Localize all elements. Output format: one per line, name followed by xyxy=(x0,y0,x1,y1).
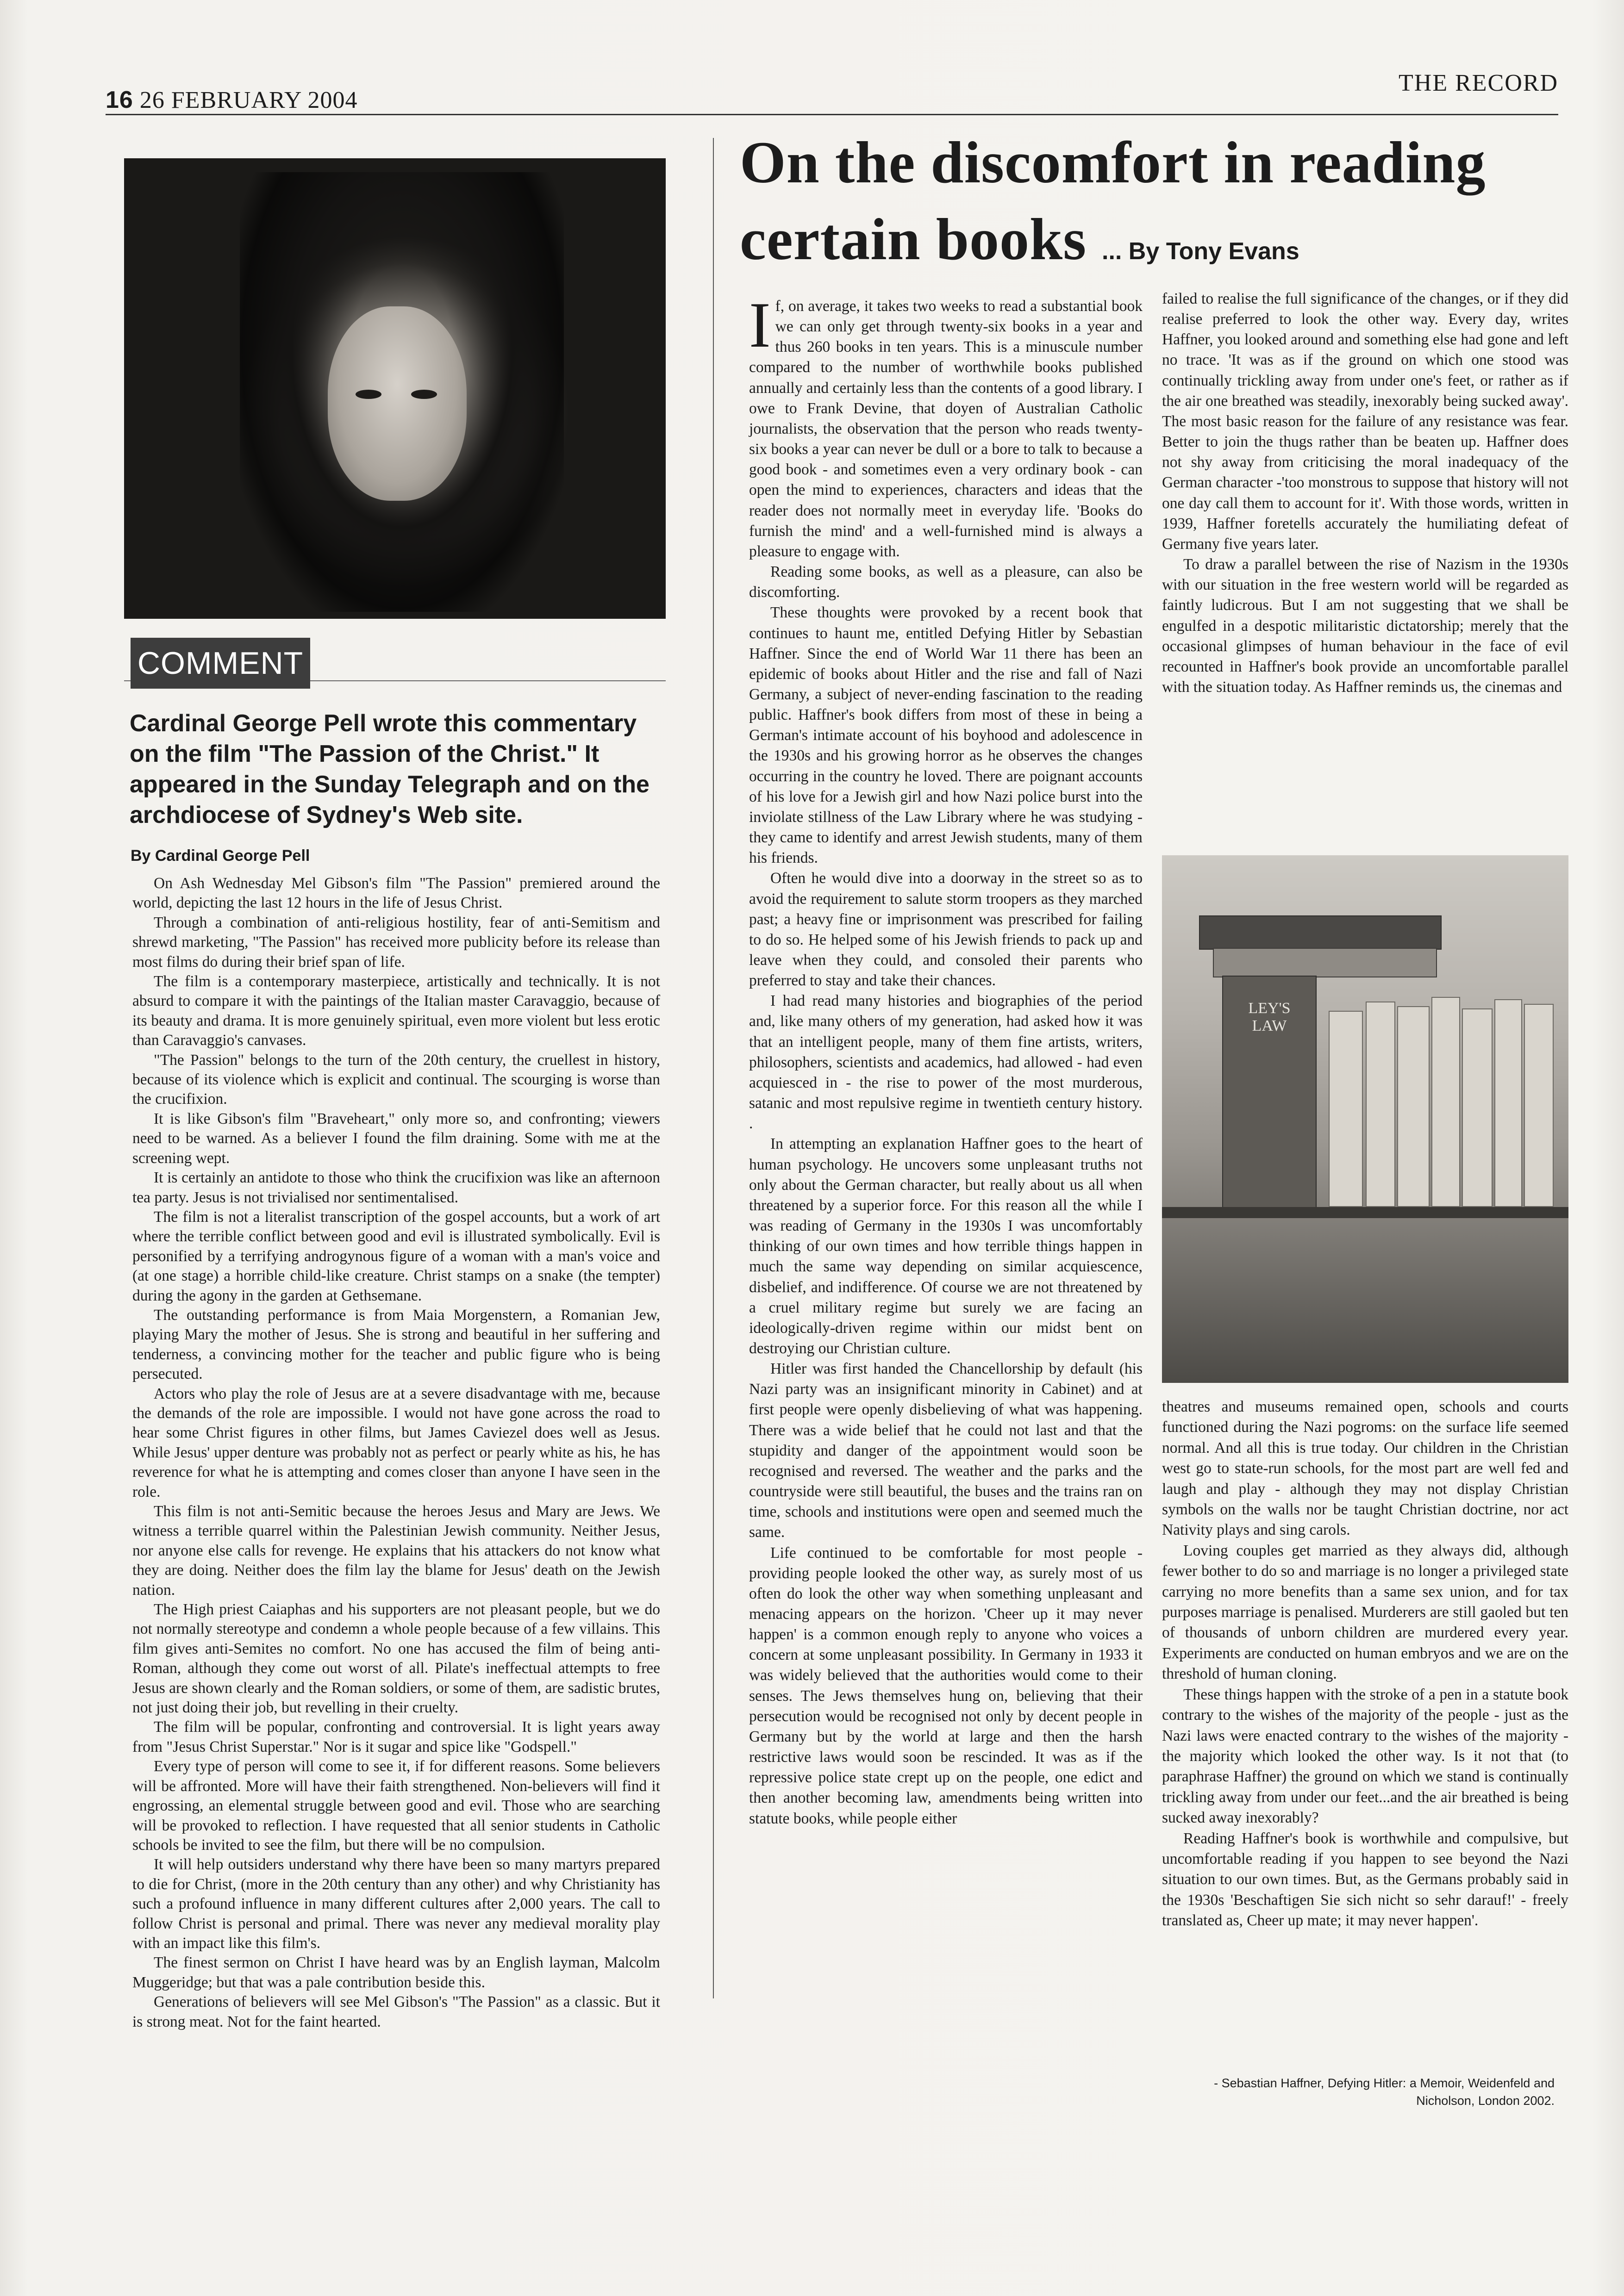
paragraph: Reading some books, as well as a pleasure, can also be discomforting. xyxy=(749,563,1143,601)
book xyxy=(1329,1011,1363,1207)
paragraph: On Ash Wednesday Mel Gibson's film "The Passion" premiered around the world, depicting the last 12 hours in the life of Jesus Christ. xyxy=(132,875,660,912)
portrait-face xyxy=(328,306,467,501)
article-headline xyxy=(740,124,1564,290)
paragraph: The film is a contemporary masterpiece, artistically and technically. It is not absurd to compare it with the paintings of the Italian master Caravaggio, because of its beauty and drama. It is more genuinely spiritual, even more violent but less erotic than Caravaggio's canvases. xyxy=(132,973,660,1049)
paragraph: Reading Haffner's book is worthwhile and compulsive, but uncomfortable reading if you happen to see beyond the Nazi situation to our own times. But, as the Germans probably said in the 1930s 'Beschaftigen Sie sich nicht so sehr darauf!' - freely translated as, Cheer up mate; it may never happen'. xyxy=(1162,1829,1568,1929)
book xyxy=(1524,1004,1554,1207)
portrait-eye xyxy=(411,390,437,399)
paragraph: In attempting an explanation Haffner goes to the heart of human psychology. He uncovers some unpleasant truths not only about the German character, but really about us all when threatened by a superior force. For this reason all the while I was reading of Germany in the 1930s I was uncomfortably thinking of our own times and how terrible things happen in much the same way depending on similar acquiescence, disbelief, and indifference. Of course we are not threatened by a cruel military regime but surely we are facing an ideologically-driven regime within our midst bent on destroying our Christian culture. xyxy=(749,1135,1143,1357)
drop-cap: I xyxy=(749,289,771,361)
standfirst: Cardinal George Pell wrote this commentary on the film "The Passion of the Christ." It appeared in the Sunday Telegraph and on the archdiocese of Sydney's Web site. xyxy=(130,710,650,828)
article-body-middle xyxy=(749,289,1143,1829)
issue-date: 26 FEBRUARY 2004 xyxy=(139,87,358,113)
article-body-right-top xyxy=(1162,289,1568,697)
article-byline: ... By Tony Evans xyxy=(1102,238,1299,265)
paragraph: The outstanding performance is from Maia Morgenstern, a Romanian Jew, playing Mary the mother of Jesus. She is strong and beautiful in her suffering and tenderness, a convincing mother for the teacher and public figure who is being persecuted. xyxy=(132,1306,660,1383)
page-folio xyxy=(106,86,357,114)
source-citation: - Sebastian Haffner, Defying Hitler: a Memoir, Weidenfeld and Nicholson, London 2002. xyxy=(1214,2076,1555,2108)
comment-tag: COMMENT xyxy=(131,638,310,689)
paragraph: Loving couples get married as they always did, although fewer bother to do so and marriage is no longer a privileged state carrying no more benefits than a same sex union, and for tax purposes marriage is penalised. Murderers are still gaoled but ten of thousands of unborn children are murdered every year. Experiments are conducted on human embryos and we are on the threshold of human cloning. xyxy=(1162,1542,1568,1683)
paragraph: Through a combination of anti-religious hostility, fear of anti-Semitism and shrewd marketing, "The Passion" has received more publicity before its release than most films do during their brief span of life. xyxy=(132,914,660,971)
book xyxy=(1431,997,1460,1207)
paragraph: These things happen with the stroke of a pen in a statute book contrary to the wishes of the majority of the people - just as the Nazi laws were enacted contrary to the wishes of the majority - the majority which looked the other way. Is it not that (to paraphrase Haffner) the ground on which we stand is continually trickling away from under our feet...and the air breathed is being sucked away inexorably? xyxy=(1162,1686,1568,1827)
spine-label: LEY'S LAW xyxy=(1248,1000,1291,1034)
publication-name: THE RECORD xyxy=(1399,70,1558,96)
paragraph: Often he would dive into a doorway in the street so as to avoid the requirement to salute storm troopers as they marched past; a heavy fine or imprisonment was prescribed for failing to do so. He helped some of his Jewish friends to pack up and leave when they could, and consoled their parents who preferred to stay and take their chances. xyxy=(749,870,1143,989)
paragraph: This film is not anti-Semitic because the heroes Jesus and Mary are Jews. We witness a terrible quarrel within the Palestinian Jewish community. Neither Jesus, nor anyone else calls for revenge. He explains that his attackers do not know what they are doing. Neither does the film lay the blame for Jesus' death on the Jewish nation. xyxy=(132,1503,660,1599)
book-stack xyxy=(1213,948,1437,977)
article-body-right-bottom xyxy=(1162,1397,1568,1931)
paragraph: Actors who play the role of Jesus are at a severe disadvantage with me, because the demands of the role are impossible. I would not have gone across the road to hear some Christ figures in other films, but James Caviezel does well as Jesus. While Jesus' upper denture was probably not as perfect or pearly white as his, he has reverence for what he is attempting and comes closer than anyone I have seen in the role. xyxy=(132,1385,660,1500)
book xyxy=(1397,1006,1430,1207)
paragraph: The film is not a literalist transcription of the gospel accounts, but a work of art where the terrible conflict between good and evil is illustrated symbolically. Evil is personified by a terrifying androgynous figure of a woman with a man's voice and (at one stage) a horrible child-like creature. Christ stamps on a snake (the tempter) during the agony in the garden at Gethsemane. xyxy=(132,1208,660,1304)
headline-text: On the discomfort in reading certain books xyxy=(740,130,1486,272)
book xyxy=(1366,1002,1395,1207)
paragraph: It will help outsiders understand why there have been so many martyrs prepared to die for Christ, (more in the 20th century than any other) and why Christianity has such a profound influence in many different cultures after 2,000 years. The call to follow Christ is personal and primal. There was never any medieval morality play with an impact like this film's. xyxy=(132,1856,660,1952)
paragraph: I had read many histories and biographies of the period and, like many others of my generation, had asked how it was that an intelligent people, many of them fine artists, writers, philosophers, scientists and academics, had allowed - had even acquiesced in - the rise to power of the most murderous, satanic and most repulsive regime in twentieth century history. . xyxy=(749,992,1143,1132)
paragraph: Every type of person will come to see it, if for different reasons. Some believers will be affronted. More will have their faith strengthened. Non-believers will find it engrossing, an elemental struggle between good and evil. Those who are searching will be provoked to reflection. I have requested that all senior students in Catholic schools be invited to see the film, but there will be no compulsion. xyxy=(132,1758,660,1854)
portrait-photo xyxy=(124,158,666,619)
book-spine xyxy=(1222,976,1317,1209)
book xyxy=(1494,999,1522,1207)
portrait-eye xyxy=(356,390,381,399)
paragraph: These thoughts were provoked by a recent book that continues to haunt me, entitled Defying Hitler by Sebastian Haffner. Since the end of World War 11 there has been an epidemic of books about Hitler and the rise and fall of Nazi Germany, a subject of never-ending fascination to the reading public. Haffner's book differs from most of these in being a German's intimate account of his boyhood and adolescence in the 1930s and his growing horror as he observes the changes occurring in the country he loved. There are poignant accounts of his love for a Jewish girl and how Nazi police burst into the inviolate stillness of the Law Library where he was studying - they came to identify and arrest Jewish students, many of them his friends. xyxy=(749,604,1143,867)
paragraph: The finest sermon on Christ I have heard was by an English layman, Malcolm Muggeridge; but that was a pale contribution beside this. xyxy=(132,1954,660,1991)
header-rule xyxy=(106,114,1558,115)
paragraph: To draw a parallel between the rise of Nazism in the 1930s with our situation in the free western world will be regarded as faintly ludicrous. But I am not suggesting that we shall be engulfed in a despotic militaristic dictatorship; merely that the occasional glimpses of human behaviour in the face of evil recounted in Haffner's book provide an uncomfortable parallel with the situation today. As Haffner reminds us, the cinemas and xyxy=(1162,556,1568,696)
paragraph: Hitler was first handed the Chancellorship by default (his Nazi party was an insignificant minority in Cabinet) and at first people were openly disbelieving of what was happening. There was a wide belief that he could not last and that the stupidity and danger of the appointment would soon be recognised and reversed. The weather and the parks and the countryside were still beautiful, the buses and the trains ran on time, schools and institutions were open and seemed much the same. xyxy=(749,1360,1143,1541)
page-number: 16 xyxy=(106,87,133,113)
paragraph: "The Passion" belongs to the turn of the 20th century, the cruellest in history, because of its violence which is explicit and continual. The scourging is worse than the crucifixion. xyxy=(132,1051,660,1108)
book xyxy=(1462,1008,1493,1207)
paragraph: It is like Gibson's film "Braveheart," only more so, and confronting; viewers need to be warned. As a believer I found the film draining. Some with me at the screening wept. xyxy=(132,1110,660,1167)
paragraph: failed to realise the full significance of the changes, or if they did realise preferred to look the other way. Every day, writes Haffner, you looked around and something else had gone and left no trace. 'It was as if the ground on which one stood was continually trickling away from under one's feet, or rather as if the air one breathed was steadily, inexorably being sucked away'. The most basic reason for the failure of any resistance was fear. Better to join the thugs rather than be beaten up. Haffner does not shy away from criticising the moral inadequacy of the German character -'too monstrous to suppose that history will not one day call them to account for it'. With those words, written in 1939, Haffner foretells accurately the humiliating defeat of Germany five years later. xyxy=(1162,290,1568,553)
paragraph: Generations of believers will see Mel Gibson's "The Passion" as a classic. But it is strong meat. Not for the faint hearted. xyxy=(132,1993,660,2030)
first-paragraph xyxy=(749,289,1143,562)
book-stack xyxy=(1199,915,1442,950)
shelf xyxy=(1162,1207,1568,1218)
paragraph: The film will be popular, confronting and controversial. It is light years away from "Jesus Christ Superstar." Nor is it sugar and spice like "Godspell." xyxy=(132,1718,660,1755)
books-photo xyxy=(1162,855,1568,1383)
comment-body xyxy=(132,874,660,2032)
paragraph: Life continued to be comfortable for most people - providing people looked the other way, as surely most of us often do look the other way when something unpleasant and menacing appears on the horizon. 'Cheer up it may never happen' is a common enough reply to anyone who voices a concern at some unpleasant possibility. In Germany in 1933 it was widely believed that the authorities would come to their senses. The Jews themselves hung on, believing that their persecution would be recognised not only by decent people in Germany but by the world at large and then the harsh restrictive laws would soon be rescinded. It was as if the repressive police state crept up on the people, one edict and then another becoming law, amendments being written into statute books, while people either xyxy=(749,1544,1143,1827)
column-divider xyxy=(713,138,714,1998)
paragraph: It is certainly an antidote to those who think the crucifixion was like an afternoon tea party. Jesus is not trivialised nor sentimentalised. xyxy=(132,1169,660,1206)
paragraph: theatres and museums remained open, schools and courts functioned during the Nazi pogroms: on the surface life seemed normal. And all this is true today. Our children in the Christian west go to state-run schools, for the most part are well fed and laugh and play - although they may not display Christian symbols on the walls nor be taught Christian doctrine, nor act Nativity plays and sing carols. xyxy=(1162,1398,1568,1539)
comment-byline: By Cardinal George Pell xyxy=(131,847,310,865)
paragraph: The High priest Caiaphas and his supporters are not pleasant people, but we do not normally stereotype and condemn a whole people because of a few villains. This film gives anti-Semites no comfort. No one has accused the film of being anti-Roman, although they come out worst of all. Pilate's ineffectual attempts to free Jesus are shown clearly and the Roman soldiers, or some of them, are sadistic brutes, not just doing their job, but revelling in their cruelty. xyxy=(132,1601,660,1717)
first-paragraph-text: f, on average, it takes two weeks to read a substantial book we can only get through twenty-six books in a year and thus 260 books in ten years. This is a minuscule number compared to the number of worthwhile books published annually and certainly less than the contents of a good library. I owe to Frank Devine, that doyen of Australian Catholic journalists, the observation that the person who reads twenty-six books a year can never be dull or a bore to talk to because a good book - and sometimes even a very ordinary book - can open the mind to experiences, characters and ideas that the reader does not normally meet in everyday life. 'Books do furnish the mind' and a well-furnished mind is always a pleasure to engage with. xyxy=(749,298,1143,560)
